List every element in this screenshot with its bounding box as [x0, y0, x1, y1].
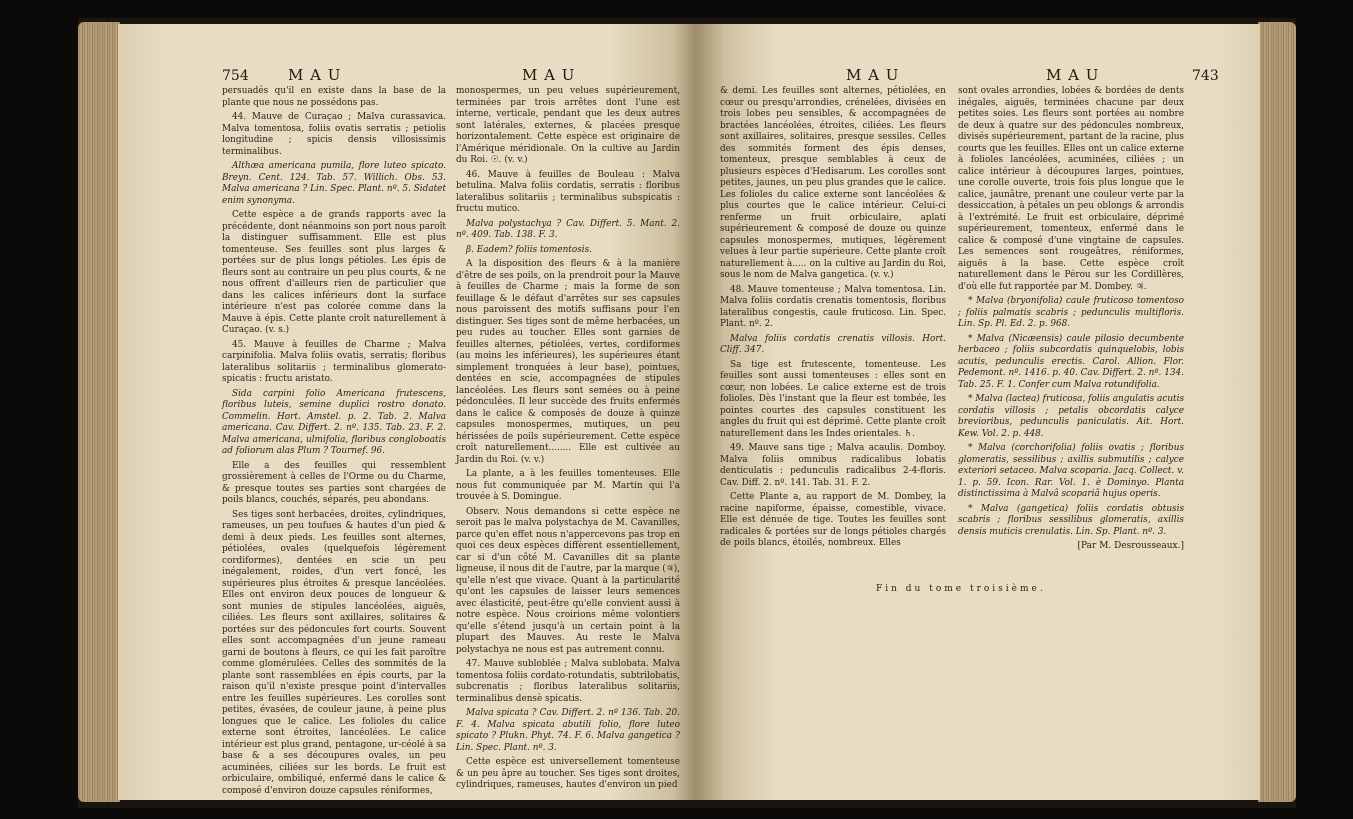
page-edges-left [78, 22, 120, 802]
paragraph: Althæa americana pumila, flore luteo spicato. Breyn. Cent. 124. Tab. 57. Willich. Obs. 53. Malva americana ? Lin. Spec. Plant. nº. 5. Sidatet enim synonyma. [222, 161, 446, 206]
paragraph: 44. Mauve de Curaçao ; Malva curassavica. Malva tomentosa, foliis ovatis serratis ; petiolis longitudine ; spicis densis villosissimis terminalibus. [222, 112, 446, 157]
left-page-column-2 [456, 86, 680, 795]
paragraph: sont ovales arrondies, lobées & bordées de dents inégales, aiguës, terminées chacune par deux petites soies. Les fleurs sont portées au nombre de deux à quatre sur des pédoncules nombreux, divisés supérieurement, partant de la racine, plus courts que les feuilles. Elles ont un calice externe à folioles lancéolées, acuminées, ciliées ; un calice intérieur à découpures larges, pointues, une corolle ouverte, trois fois plus longue que le calice, jaunâtre, prenant une couleur verte par la dessiccation, à pétales un peu oblongs & arrondis à l'extrémité. Le fruit est orbiculaire, déprimé supérieurement, tomenteux, enfermé dans le calice & composé d'une vingtaine de capsules. Les semences sont rougeâtres, réniformes, aiguës à la base. Cette espèce croît naturellement dans le Pérou sur les Cordillères, d'où elle fut rapportée par M. Dombey. ♃. [958, 86, 1184, 292]
paragraph: * Malva (Nicæensis) caule pilosio decumbente herbaceo ; foliis subcordatis quinquelobis, lobis acutis, pedunculis erectis. Carol. Allion. Flor. Pedemont. nº. 1416. p. 40. Cav. Differt. 2. nº. 134. Tab. 25. F. 1. Confer cum Malva rotundifolia. [958, 333, 1184, 390]
paragraph: * Malva (lactea) fruticosa, foliis angulatis acutis cordatis villosis ; petalis obcordatis calyce brevioribus, pedunculis paniculatis. Ait. Hort. Kew. Vol. 2. p. 448. [958, 394, 1184, 439]
right-page-column-2 [958, 86, 1184, 556]
paragraph: 48. Mauve tomenteuse ; Malva tomentosa. Lin. Malva foliis cordatis crenatis tomentosis, floribus lateralibus congestis, caule fruticoso. Lin. Spec. Plant. nº. 2. [720, 284, 946, 329]
paragraph: Sida carpini folio Americana frutescens, floribus luteis, semine duplici rostro donato. Commelin. Hort. Amstel. p. 2. Tab. 2. Malva americana. Cav. Differt. 2. nº. 135. Tab. 23. F. 2. Malva americana, ulmifolia, floribus congloboatis ad foliorum alas Plum ? Tournef. 96. [222, 388, 446, 456]
paragraph: persuadés qu'il en existe dans la base de la plante que nous ne possédons pas. [222, 86, 446, 108]
paragraph: 46. Mauve à feuilles de Bouleau : Malva betulina. Malva foliis cordatis, serratis : floribus lateralibus solitariis ; terminalibus subspicatis : fructu mutico. [456, 169, 680, 214]
paragraph: Cette espèce a de grands rapports avec la précédente, dont néanmoins son port nous paroît la distinguer suffisamment. Elle est plus tomenteuse. Ses feuilles sont plus larges & portées sur de plus longs pétioles. Les épis de fleurs sont au contraire un peu plus courts, & ne nous offrent d'ailleurs rien de particulier que dans les calices inférieurs dont la surface intérieure n'est pas colorée comme dans la Mauve à épis. Cette plante croît naturellement à Curaçao. (v. s.) [222, 210, 446, 335]
end-of-volume-note: Fin du tome troisième. [876, 584, 1046, 594]
paragraph: Malva spicata ? Cav. Differt. 2. nº 136. Tab. 20. F. 4. Malva spicata abutili folio, flore luteo spicato ? Plukn. Phyt. 74. F. 6. Malva gangetica ? Lin. Spec. Plant. nº. 3. [456, 708, 680, 753]
paragraph: Elle a des feuilles qui ressemblent grossièrement à celles de l'Orme ou du Charme, & presque toutes ses parties sont chargées de poils blancs, couchés, séparés, peu abondans. [222, 460, 446, 505]
paragraph: A la disposition des fleurs & à la manière d'être de ses poils, on la prendroit pour la Mauve à feuilles de Charme ; mais la forme de son feuillage & le défaut d'arrêtes sur ses capsules nous paroissent des motifs suffisans pour l'en distinguer. Ses tiges sont de même herbacées, un peu rudes au toucher. Elles sont garnies de feuilles alternes, pétiolées, vertes, cordiformes (au moins les inférieures), les supérieures étant simplement tronquées à leur base), pointues, dentées en scie, accompagnées de stipules lancéolées. Les fleurs sont semées ou à peine pédonculées. Il leur succède des fruits enfermés dans le calice & composés de douze à quinze capsules monospermes, mutiques, un peu hérissées de poils supérieurement. Cette espèce croît naturellement........ Elle est cultivée au Jardin du Roi. (v. v.) [456, 259, 680, 465]
paragraph: Malva foliis cordatis crenatis villosis. Hort. Cliff. 347. [720, 333, 946, 355]
paragraph: La plante, a à les feuilles tomenteuses. Elle nous fut communiquée par M. Martin qui l'a trouvée à S. Domingue. [456, 469, 680, 502]
paragraph: Observ. Nous demandons si cette espèce ne seroit pas le malva polystachya de M. Cavanilles, parce qu'en effet nous n'appercevons pas trop en quoi ces deux espèces diffèrent essentiellement, car si d'un côté M. Cavanilles dit sa plante ligneuse, il nous dit de l'autre, par la marque (♃), qu'elle n'est que vivace. Quant à la particularité qu'ont les capsules de laisser leurs semences avec élasticité, peut-être qu'elle convient aussi à notre espèce. Nous croirions même volontiers qu'elle s'étend jusqu'à un certain point à la plupart des Mauves. Au reste le Malva polystachya ne nous est pas autrement connu. [456, 506, 680, 655]
paragraph: β. Eadem? foliis tomentosis. [466, 244, 592, 255]
right-page [696, 24, 1260, 800]
paragraph: Malva polystachya ? Cav. Differt. 5. Mant. 2. nº. 409. Tab. 138. F. 3. [456, 218, 680, 240]
paragraph: Cette espèce est universellement tomenteuse & un peu âpre au toucher. Ses tiges sont droites, cylindriques, rameuses, hautes d'environ un pied [456, 757, 680, 790]
paragraph: Cette Plante a, au rapport de M. Dombey, la racine napiforme, épaisse, comestible, vivace. Elle est dénuée de tige. Toutes les feuilles sont radicales & portées sur de longs pétioles chargés de poils blancs, étoilés, nombreux. Elles [720, 492, 946, 548]
running-head-right: M A U [522, 66, 576, 84]
paragraph: * Malva (gangetica) foliis cordatis obtusis scabris ; floribus sessilibus glomeratis, axillis densis muticis crenulatis. Lin. Sp. Plant. nº. 3. [958, 503, 1184, 537]
paragraph: Sa tige est frutescente, tomenteuse. Les feuilles sont aussi tomenteuses : elles sont en cœur, non lobées. Le calice externe est de trois folioles. Dès l'instant que la fleur est tombée, les pointes courtes des capsules constituent les angles du fruit qui est déprimé. Cette plante croît naturellement dans les Indes orientales. ♄. [720, 359, 946, 439]
paragraph: 49. Mauve sans tige ; Malva acaulis. Domboy. Malva foliis omnibus radicalibus lobatis denticulatis : pedunculis radicalibus 2-4-floris. Cav. Diff. 2. nº. 141. Tab. 31. F. 2. [720, 443, 946, 488]
paragraph: & demi. Les feuilles sont alternes, pétiolées, en cœur ou presqu'arrondies, crénelées, divisées en trois lobes peu sensibles, & accompagnées de bractées lancéolées, étroites, ciliées. Les fleurs sont axillaires, solitaires, presque sessiles. Celles des sommités forment des épis denses, tomenteux, presque semblables à ceux de plusieurs espèces d'Hedisarum. Les corolles sont petites, jaunes, un peu plus grandes que le calice. Les folioles du calice externe sont lancéolées & plus courtes que le calice intérieur. Celui-ci renferme un fruit orbiculaire, aplati supérieurement & composé de douze ou quinze capsules monospermes, mutiques, légèrement velues à leur partie supérieure. Cette plante croît naturellement à..... on la cultive au Jardin du Roi, sous le nom de Malva gangetica. (v. v.) [720, 86, 946, 280]
paragraph: 47. Mauve subloblée ; Malva sublobata. Malva tomentosa foliis cordato-rotundatis, subtrilobatis, subcrenatis ; floribus lateralibus solitariis, terminalibus densè spicatis. [456, 659, 680, 704]
right-page-column-1 [720, 86, 946, 553]
author-signature: [Par M. Desrousseaux.] [1077, 541, 1184, 551]
running-head-left: M A U [846, 66, 900, 84]
running-head-left: M A U [288, 66, 342, 84]
left-page [118, 24, 696, 800]
running-head-right: M A U [1046, 66, 1100, 84]
paragraph: monospermes, un peu velues supérieurement, terminées par trois arrêtes dont l'une est interne, verticale, pendant que les deux autres sont latérales, externes, & placées presque horizontalement. Cette espèce est originaire de l'Amérique méridionale. On la cultive au Jardin du Roi. ☉. (v. v.) [456, 86, 680, 165]
page-edges-right [1258, 22, 1296, 802]
left-page-column-1 [222, 86, 446, 800]
paragraph: * Malva (corchorifolia) foliis ovatis ; floribus glomeratis, sessilibus ; axillis submutilis ; calyce exteriori setaceo. Malva scoparia. Jacq. Collect. v. 1. p. 59. Icon. Rar. Vol. 1. è Dominyo. Planta distinctissima à Malvâ scopariâ hujus operis. [958, 443, 1184, 499]
page-number: 743 [1192, 68, 1219, 84]
paragraph: 45. Mauve à feuilles de Charme ; Malva carpinifolia. Malva foliis ovatis, serratis; floribus lateralibus solitariis ; terminalibus glomerato-spicatis : fructu aristato. [222, 339, 446, 384]
paragraph: Ses tiges sont herbacées, droites, cylindriques, rameuses, un peu toufues & hautes d'un pied & demi à deux pieds. Les feuilles sont alternes, pétiolées, ovales (quelquefois légèrement cordiformes), dentées en scie un peu inégalement, roides, d'un vert foncé, les supérieures plus étroites & presque lancéolées. Elles ont environ deux pouces de longueur & sont munies de stipules lancéolées, aiguës, ciliées. Les fleurs sont axillaires, solitaires & portées sur des pédoncules fort courts. Souvent elles sont accompagnées d'un jeune rameau garni de boutons à fleurs, ce qui les fait paroître comme glomérulées. Celles des sommités de la plante sont rassemblées en épis courts, par la raison qu'il n'existe presque point d'intervalles entre les feuilles supérieures. Les corolles sont petites, évasées, de couleur jaune, à peine plus longues que le calice. Les folioles du calice externe sont étroites, lancéolées. Le calice intérieur est plus grand, pentagone, ur-céolé à sa base & a ses découpures ovales, un peu acuminées, ciliées sur les bords. Le fruit est orbiculaire, ombiliqué, enfermé dans le calice & composé d'environ douze capsules réniformes, [222, 509, 446, 796]
page-number: 754 [222, 68, 249, 84]
paragraph: * Malva (bryonifolia) caule fruticoso tomentoso ; foliis palmatis scabris ; pedunculis multifloris. Lin. Sp. Pl. Ed. 2. p. 968. [958, 296, 1184, 329]
